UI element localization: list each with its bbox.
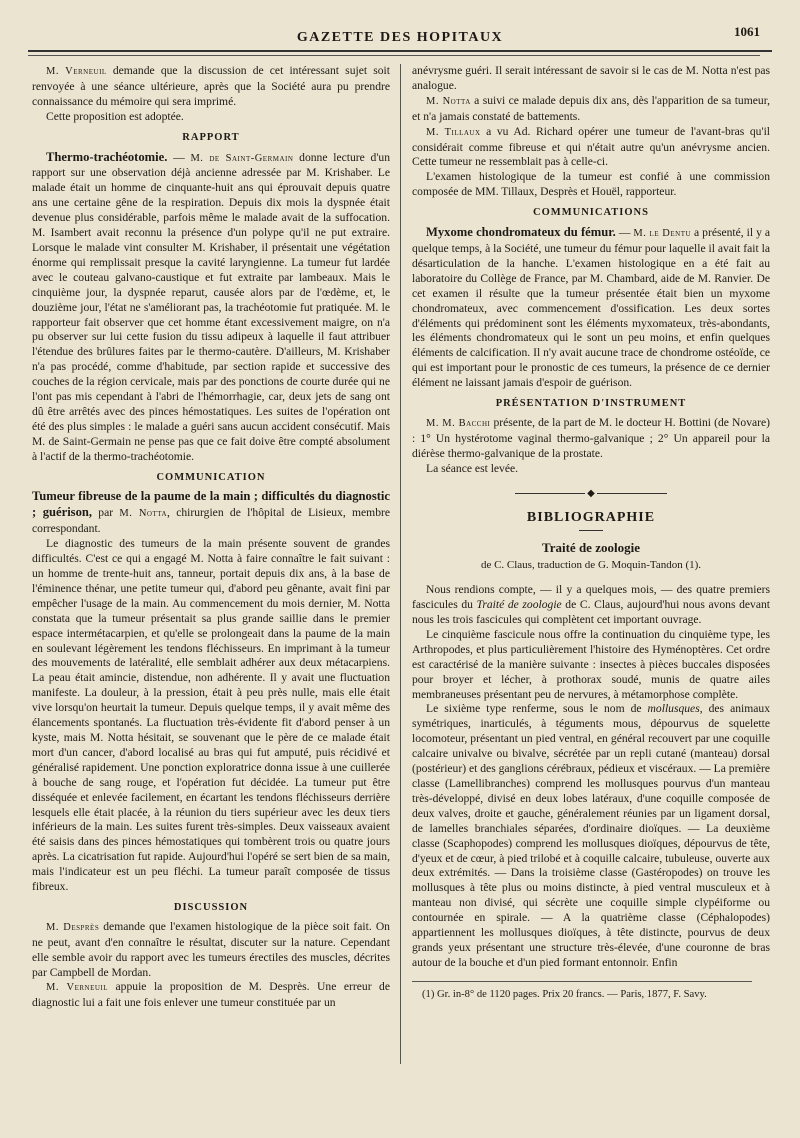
page-title: GAZETTE DES HOPITAUX [296, 30, 504, 45]
paragraph [32, 980, 390, 1011]
header-rule-thin [28, 55, 760, 56]
paragraph [32, 64, 390, 110]
paragraph [412, 125, 770, 171]
paragraph-text: demande que la discussion de cet intéressant sujet soit renvoyée à une séance ultérieure, après que la Société aura pu prendre connaissance du mémoire qui sera imprimé. [32, 64, 390, 108]
paragraph [412, 583, 770, 628]
paragraph [32, 150, 390, 465]
byline-by: par [92, 506, 120, 520]
paragraph-text: a vu Ad. Richard opérer une tumeur de l'avant-bras qu'il considérait comme fibreuse et qui n'était autre qu'un anévrysme ancien. Cette tumeur ne ressemblait pas à celle-ci. [412, 124, 771, 169]
article-heading [32, 489, 390, 537]
paragraph-text: Le sixième type renferme, sous le nom de [426, 702, 648, 716]
book-author: de C. Claus, traduction de G. Moquin-Tandon (1). [480, 559, 702, 572]
right-column [412, 64, 770, 1001]
speaker-name: M. Notta [119, 508, 168, 520]
paragraph-text: de C. Claus, aujourd'hui nous avons devant nous les trois fascicules qui complètent cet important ouvrage. [412, 598, 771, 626]
speaker-name: M. Verneuil [46, 982, 109, 994]
paragraph [412, 94, 770, 125]
paragraph-text: donne lecture d'un rapport sur une observation déjà ancienne adressée par M. Krishaber. Le malade était un homme de cinquante-huit ans qui éprouvait depuis quatre ans une certaine gêne de la respiration. Depuis dix mois la dyspnée était devenue plus considérable, parfois même le malade avait de la suffocation. M. Isambert avait reconnu la présence d'un polype qu'il ne put extraire. Lorsque le malade vint consulter M. Krishaber, il présentait une végétation énorme qui remplissait presque la cavité laryngienne. La tumeur fut lardée avec le couteau galvano-caustique et fut extraite par lambeaux. Mais le cinquième jour, la dyspnée reparut, causée alors par de l'œdème, et, le douzième jour, l'état ne s'améliorant pas, la trachéotomie fut pratiquée. M. le rapporteur fait observer que cet homme étant excessivement maigre, on n'a pu observer sur lui cette fusion du tissu adipeux à laquelle il faut attribuer l'étendue des brûlures faites par le thermo-cautère. D'ailleurs, M. Krishaber n'a pas procédé, comme d'habitude, par section rapide et successive des couches de la région cervicale, mais par des ponctions de courte durée qui ne l'ont pas mis cependant à l'abri de l'hémorrhagie, car, deux jets de sang ont dû être arrêtés avec des pinces hémostatiques. Les suites de l'opération ont été des plus simples : le malade a guéri sans aucun accident consécutif. Mais M. de Saint-Germain ne pense pas que ce fait doive être compté absolument à l'actif de la thermo-trachéotomie. [32, 150, 390, 463]
speaker-name: M. Desprès [46, 921, 100, 933]
affiliation: , chirurgien de l'hôpital de Lisieux, membre correspondant. [32, 506, 391, 536]
paragraph: anévrysme guéri. Il serait intéressant de savoir si le cas de M. Notta n'est pas analogue. [412, 64, 770, 92]
page-number: 1061 [734, 24, 760, 39]
paragraph-text: a présenté, il y a quelque temps, à la Société, une tumeur du fémur pour laquelle il avait fait la désarticulation de la hanche. L'examen histologique en a été fait au laboratoire du Collège de France, par M. Chambard, aide de M. Ranvier. De cet examen il résulte que la tumeur présentée était bien un myxome chondromateux, avec commencement d'ossification. Les deux sortes d'éléments qui prédominent sont les éléments myxomateux, très-abondants, les éléments chondromateux qui le sont un peu moins, et enfin quelques éléments de calcification. Il n'y avait aucune trace de chondrome ostéoïde, ce qui est important pour le pronostic de ces tumeurs, la présence de ce dernier élément ne laissant jamais d'espoir de guérison. [412, 226, 770, 390]
paragraph-text: a suivi ce malade depuis dix ans, dès l'apparition de sa tumeur, et n'a jamais constaté de battements. [412, 93, 770, 123]
speaker-name: M. Verneuil [46, 66, 107, 77]
speaker-name: M. le Dentu [633, 228, 692, 240]
footnote: (1) Gr. in-8° de 1120 pages. Prix 20 francs. — Paris, 1877, F. Savy. [422, 988, 707, 1000]
article-title: Tumeur fibreuse de la paume de la main ; difficultés du diagnostic ; guérison, [32, 489, 390, 520]
paragraph: Le diagnostic des tumeurs de la main présente souvent de grandes difficultés. C'est ce qui a engagé M. Notta à faire connaître le fait suivant : un homme de trente-huit ans, tanneur, portait depuis dix ans, à la base de l'éminence thénar, une petite tumeur qui, d'abord peu gênante, avait fini par empêcher l'usage de la main. Au commencement du mois dernier, M. Notta constata que la tumeur présentait sa plus grande saillie dans le premier espace intermétacarpien, et qu'elle se prolongeait dans la paume de la main en soulevant légèrement les tendons fléchisseurs. En imprimant à la tumeur des mouvements de latéralité, elle semblait adhérer aux deux métacarpiens. La peau était amincie, distendue, non adhérente. Il y avait une fluctuation manifeste. La douleur, à la pression, était à peu près nulle, mais elle était vive lorsqu'on heurtait la tumeur. Depuis quelque temps, il y avait même des élancements spontanés. La fluctuation très-évidente fit d'abord penser à un kyste, mais M. Notta hésitait, se souvenant que le père de ce malade était mort d'un cancer, d'abord localisé au bras qui fut amputé, puis récidivé et généralisé rapidement. Une ponction exploratrice donna issue à une cuillerée à bouche de sang rouge, et l'opération fut décidée. La tumeur put être disséquée et enlevée facilement, en écartant les tendons fléchisseurs derrière lesquels elle était placée, à la réunion du tiers supérieur avec les deux tiers inférieurs de la main. Les suites furent très-simples. Deux vaisseaux avaient été saisis dans des pinces hémostatiques qui tombèrent trois ou quatre jours après. La cicatrisation fut rapide. Aujourd'hui l'opéré se sert bien de sa main, mais l'indicateur est un peu fléchi. La tumeur paraît composée de tissus fibreux. [32, 537, 390, 894]
paragraph-text: demande que l'examen histologique de la pièce soit fait. On ne peut, avant d'en connaître le résultat, discuter sur la nature. Cependant elle semble avoir du rapport avec les tumeurs érectiles des muscles, décrites par Campbell de Mordan. [32, 919, 390, 979]
short-rule [579, 530, 603, 531]
section-heading-rapport: RAPPORT [182, 131, 240, 143]
paragraph: La séance est levée. [426, 461, 519, 475]
section-heading-bibliographie: BIBLIOGRAPHIE [526, 510, 656, 526]
column-divider [400, 64, 401, 1064]
speaker-name: M. Notta [426, 95, 471, 107]
footnote-rule [412, 981, 752, 982]
paragraph [412, 702, 770, 970]
term-inline: mollusques [647, 702, 700, 716]
article-title: Thermo-trachéotomie. [46, 149, 168, 164]
section-heading-communications: COMMUNICATIONS [533, 207, 649, 219]
dash: — [615, 226, 634, 240]
paragraph-text: présente, de la part de M. le docteur H. Bottini (de Novare) : 1° Un hystérotome vaginal thermo-galvanique ; 2° Un appareil pour la diérèse thermo-galvanique de la prostate. [412, 415, 770, 460]
speaker-name: M. de Saint-Germain [190, 152, 294, 164]
speaker-name: M. Tillaux [426, 126, 481, 138]
section-heading-communication: COMMUNICATION [156, 471, 266, 483]
paragraph: Cette proposition est adoptée. [46, 109, 184, 123]
paragraph [32, 920, 390, 981]
paragraph [412, 416, 770, 462]
paragraph-text: Nous rendions compte, — il y a quelques mois, — des quatre premiers fascicules du [412, 583, 770, 612]
dash: — [167, 150, 191, 164]
paragraph [412, 225, 770, 391]
paragraph: L'examen histologique de la tumeur est confié à une commission composée de MM. Tillaux, Desprès et Houël, rapporteur. [412, 170, 770, 199]
paragraph-text: appuie la proposition de M. Desprès. Une erreur de diagnostic lui a fait une fois enlever une tumeur constituée par un [32, 980, 390, 1010]
ornament-divider: ◆ [412, 487, 770, 502]
speaker-name: M. M. Bacchi [426, 417, 491, 429]
header-rule [28, 50, 772, 52]
book-title: Traité de zoologie [542, 540, 640, 556]
left-column [32, 64, 390, 1011]
section-heading-discussion: DISCUSSION [173, 901, 249, 913]
paragraph-text: , des animaux symétriques, inarticulés, à téguments mous, dépourvus de squelette locomoteur, présentant un pied ventral, en général recouvert par une coquille calcaire univalve ou bivalve, sécrétée par un repli cutané (manteau) dorsal (postérieur) et des ganglions cérébraux, pédieux et viscéraux. — La première classe (Lamellibranches) comprend les mollusques pourvus d'un manteau très-développé, divisé en deux lobes latéraux, d'une coquille composée de deux valves, droite et gauche, généralement réunies par un ligament dorsal, de lamelles branchiales séparées, d'ordinaire dioïques. — La deuxième classe (Scaphopodes) comprend les mollusques dioïques, dépourvus de tête, d'yeux et de cœur, à pied trilobé et à coquille calcaire, tubuleuse, ouverte aux deux extrémités. — Dans la troisième classe (Gastéropodes) on trouve les mollusques à tête plus ou moins distincte, à pied ventral musculeux et à manteau non divisé, qui sécrète une coquille simple clypéiforme ou contournée en spirale. — A la quatrième classe (Céphalopodes) appartiennent les mollusques dioïques, à tête distincte, pourvus de deux grands yeux présentant une structure très-élevée, d'une couronne de bras autour de la bouche et d'un pied formant entonnoir. Enfin [412, 702, 770, 969]
paragraph: Le cinquième fascicule nous offre la continuation du cinquième type, les Arthropodes, et plus particulièrement l'histoire des Hyménoptères. Cet ordre est caractérisé de la manière suivante : insectes à pièces buccales disposées pour broyer et lécher, à prothorax soudé, munis de quatre ailes membraneuses présentant peu de nervures, à métamorphose complète. [412, 627, 770, 701]
book-title-inline: Traité de zoologie [476, 598, 562, 612]
article-title: Myxome chondromateux du fémur. [426, 225, 616, 240]
section-heading-presentation: PRÉSENTATION D'INSTRUMENT [495, 398, 687, 410]
